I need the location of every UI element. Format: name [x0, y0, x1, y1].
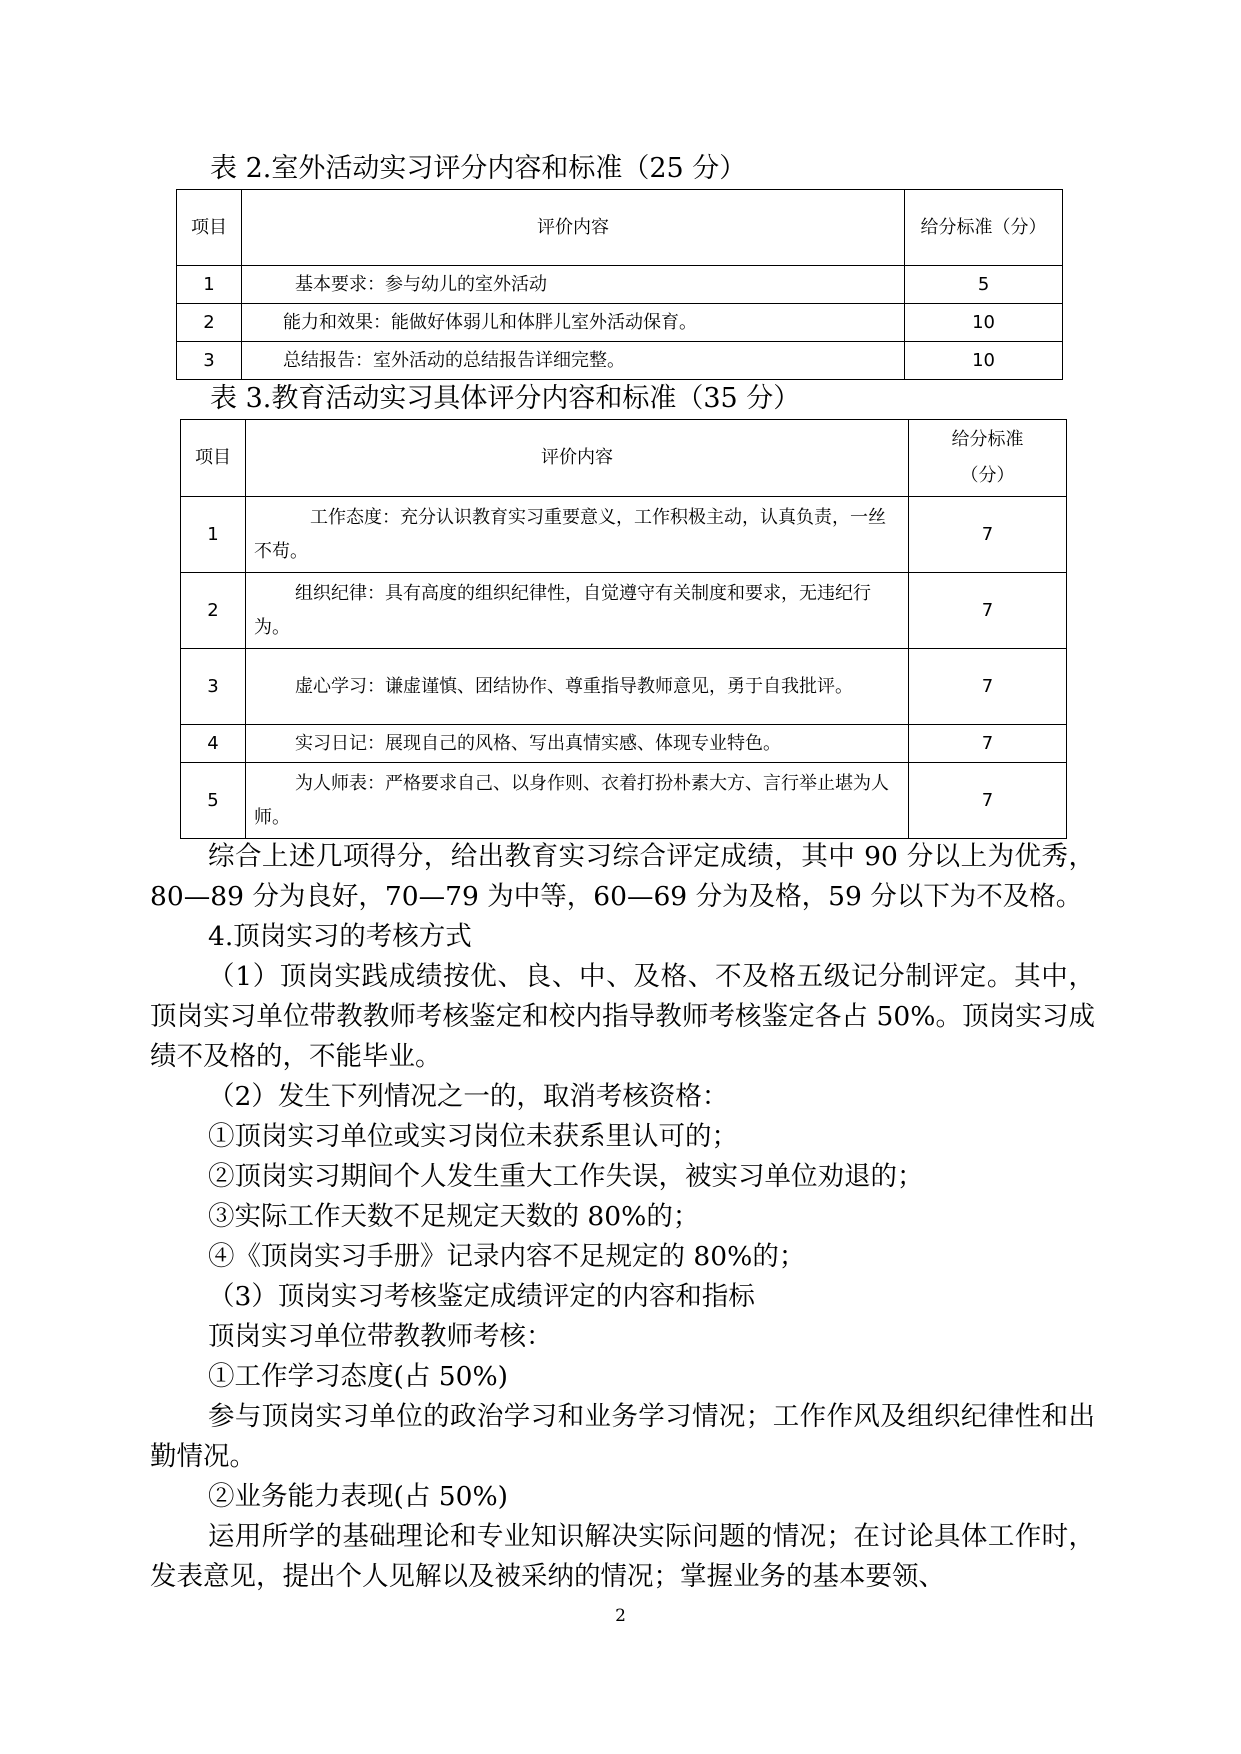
table-row [181, 763, 1067, 839]
paragraph-item-3: （3）顶岗实习考核鉴定成绩评定的内容和指标 [208, 1281, 755, 1312]
table-row [181, 497, 1067, 573]
table3 [180, 419, 1067, 839]
table2-header-score: 给分标准（分） [905, 190, 1063, 266]
criterion-heading: ②业务能力表现(占 50%) [208, 1481, 509, 1512]
row-score: 5 [905, 266, 1063, 304]
sub-heading: 顶岗实习单位带教教师考核： [208, 1321, 553, 1352]
row-score: 7 [909, 497, 1067, 573]
paragraph-item-2: （2）发生下列情况之一的，取消考核资格： [208, 1081, 729, 1112]
row-score: 7 [909, 573, 1067, 649]
row-score: 7 [909, 725, 1067, 763]
table3-header-row [181, 420, 1067, 497]
row-content: 实习日记：展现自己的风格、写出真情实感、体现专业特色。 [245, 725, 908, 763]
table3-header-score: 给分标准（分） [909, 420, 1067, 497]
criterion-heading: ①工作学习态度(占 50%) [208, 1361, 509, 1392]
row-content: 基本要求：参与幼儿的室外活动 [241, 266, 904, 304]
criterion-description: 运用所学的基础理论和专业知识解决实际问题的情况；在讨论具体工作时，发表意见，提出个人见解以及被采纳的情况；掌握业务的基本要领、 [150, 1521, 1095, 1592]
row-score: 10 [905, 304, 1063, 342]
page-number: 2 [615, 1606, 626, 1626]
row-content: 工作态度：充分认识教育实习重要意义，工作积极主动，认真负责，一丝不苟。 [245, 497, 908, 573]
row-content: 总结报告：室外活动的总结报告详细完整。 [241, 342, 904, 380]
table-row [177, 266, 1063, 304]
table-row [181, 573, 1067, 649]
row-number: 1 [181, 497, 246, 573]
row-number: 2 [177, 304, 242, 342]
row-content: 能力和效果：能做好体弱儿和体胖儿室外活动保育。 [241, 304, 904, 342]
section-heading: 4.顶岗实习的考核方式 [208, 921, 472, 952]
list-item: ②顶岗实习期间个人发生重大工作失误，被实习单位劝退的； [208, 1161, 924, 1192]
table2-caption: 表 2.室外活动实习评分内容和标准（25 分） [210, 153, 747, 184]
list-item: ③实际工作天数不足规定天数的 80%的； [208, 1201, 700, 1232]
row-number: 1 [177, 266, 242, 304]
table-row [177, 304, 1063, 342]
table2 [176, 189, 1063, 380]
table3-header-content: 评价内容 [245, 420, 908, 497]
row-number: 3 [177, 342, 242, 380]
table2-header-no: 项目 [177, 190, 242, 266]
list-item: ④《顶岗实习手册》记录内容不足规定的 80%的； [208, 1241, 806, 1272]
table-row [177, 342, 1063, 380]
row-content: 组织纪律：具有高度的组织纪律性，自觉遵守有关制度和要求，无违纪行为。 [245, 573, 908, 649]
table2-header-content: 评价内容 [241, 190, 904, 266]
table2-header-row [177, 190, 1063, 266]
row-content: 虚心学习：谦虚谨慎、团结协作、尊重指导教师意见，勇于自我批评。 [245, 649, 908, 725]
row-number: 5 [181, 763, 246, 839]
table-row [181, 725, 1067, 763]
row-number: 2 [181, 573, 246, 649]
table3-caption: 表 3.教育活动实习具体评分内容和标准（35 分） [210, 383, 801, 414]
row-number: 4 [181, 725, 246, 763]
row-score: 7 [909, 649, 1067, 725]
table3-header-no: 项目 [181, 420, 246, 497]
row-number: 3 [181, 649, 246, 725]
row-score: 7 [909, 763, 1067, 839]
body-text [150, 837, 1095, 1597]
criterion-description: 参与顶岗实习单位的政治学习和业务学习情况；工作作风及组织纪律性和出勤情况。 [150, 1401, 1095, 1472]
paragraph-item-1: （1）顶岗实践成绩按优、良、中、及格、不及格五级记分制评定。其中，顶岗实习单位带教教师考核鉴定和校内指导教师考核鉴定各占 50%。顶岗实习成绩不及格的，不能毕业。 [150, 961, 1095, 1072]
row-score: 10 [905, 342, 1063, 380]
list-item: ①顶岗实习单位或实习岗位未获系里认可的； [208, 1121, 738, 1152]
table-row [181, 649, 1067, 725]
row-content: 为人师表：严格要求自己、以身作则、衣着打扮朴素大方、言行举止堪为人师。 [245, 763, 908, 839]
paragraph-summary: 综合上述几项得分，给出教育实习综合评定成绩，其中 90 分以上为优秀，80—89 分为良好，70—79 为中等，60—69 分为及格，59 分以下为不及格。 [150, 841, 1095, 912]
